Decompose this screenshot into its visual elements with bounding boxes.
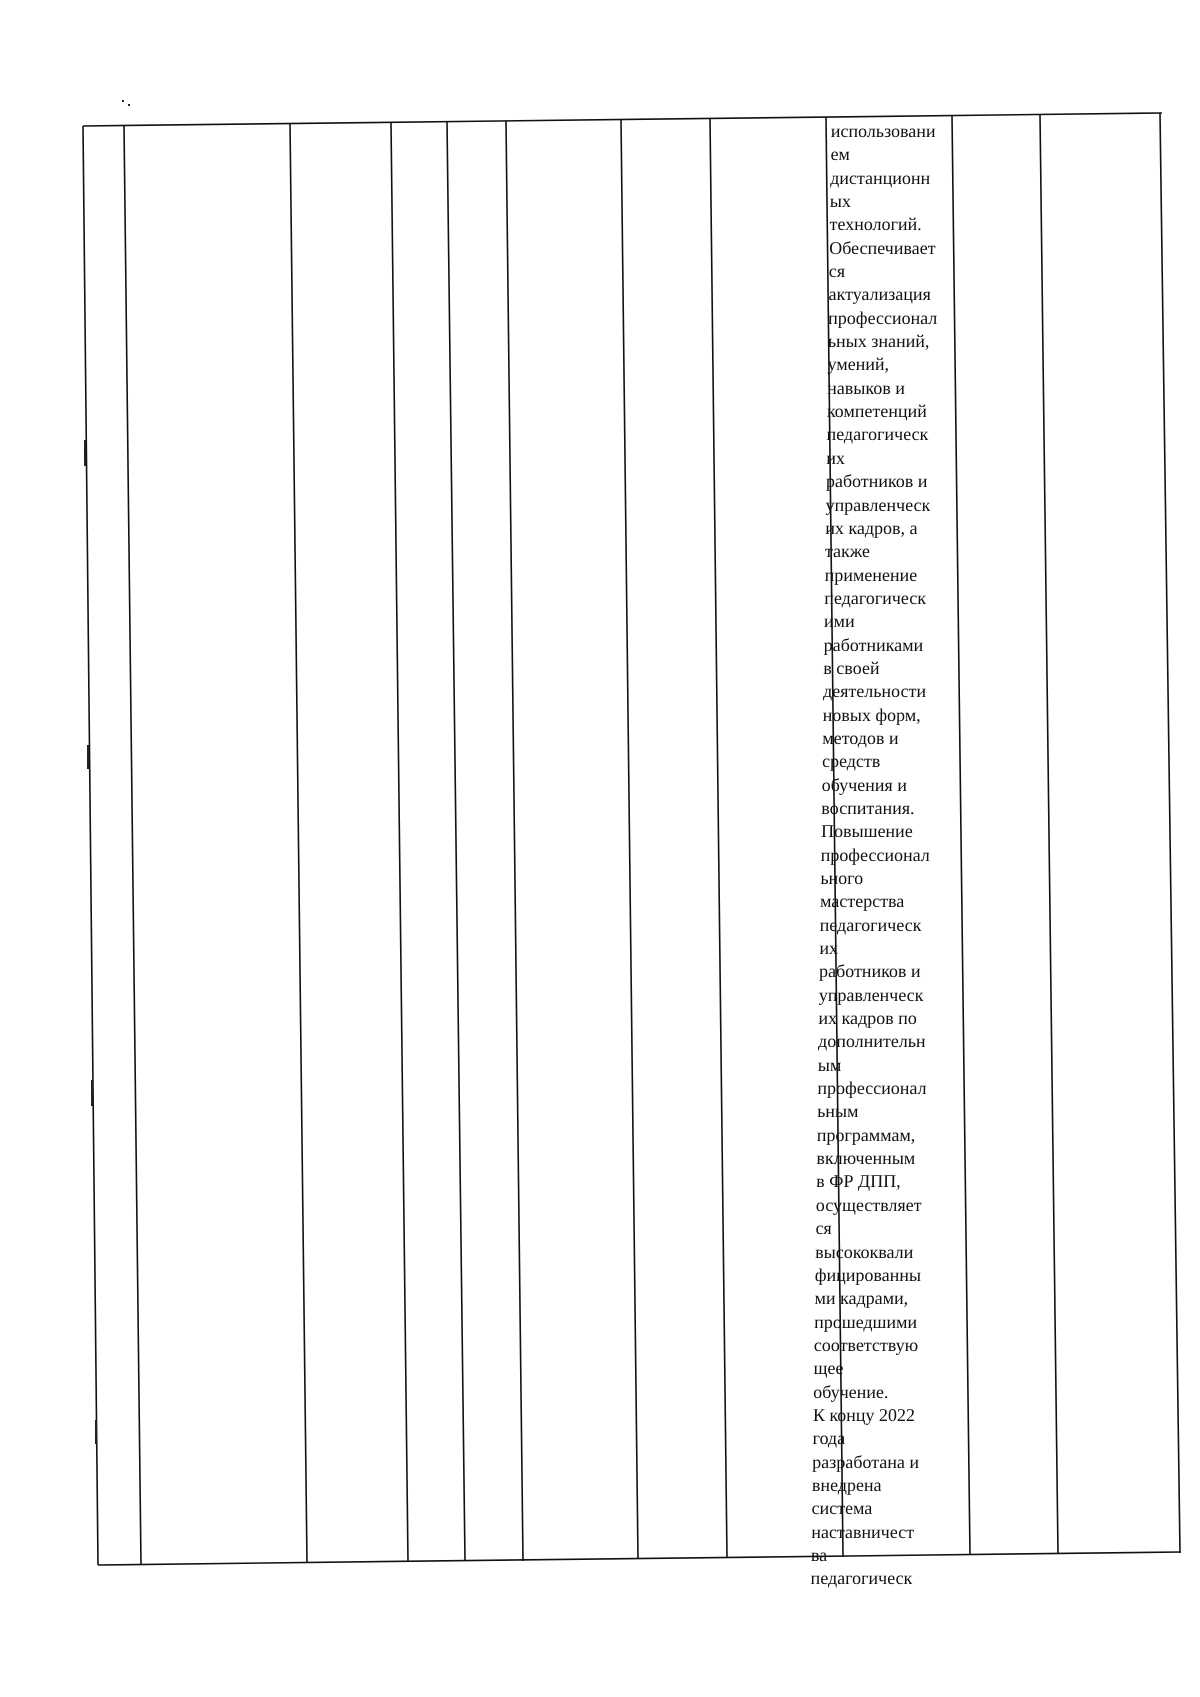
description-line: ых [829,191,852,212]
description-line: навыков и [827,377,906,398]
description-line: внедрена [811,1474,882,1495]
column-border-6 [506,121,523,1561]
scan-artifact [87,745,89,769]
description-line: их [826,447,846,468]
description-line: управленческ [825,494,931,515]
description-line: система [811,1498,873,1519]
description-line: ем [830,144,851,165]
scan-artifact [128,104,130,106]
description-line: использовани [830,121,936,141]
description-line: актуализация [828,284,932,305]
description-line: К концу 2022 [812,1404,916,1425]
column-border-4 [391,122,408,1562]
description-line: средств [821,751,881,772]
description-line: Повышение [820,821,913,842]
description-line: высококвали [815,1241,914,1262]
description-line: также [824,541,871,562]
description-line: щее [813,1358,844,1379]
description-line: педагогическ [810,1568,913,1589]
description-line: наставничест [811,1521,915,1542]
column-border-2 [124,125,141,1565]
description-line: ьных знаний, [827,331,930,352]
description-line: методов и [822,727,899,748]
description-line: разработана и [812,1451,920,1472]
column-border-11 [1040,114,1058,1554]
description-line: мастерства [819,891,905,912]
description-line: педагогическ [824,587,927,608]
description-line: дистанционн [830,167,931,188]
description-line: обучение. [813,1381,889,1402]
description-line: ми кадрами, [814,1288,909,1309]
description-line: профессионал [817,1078,927,1099]
description-line: технологий. [829,214,922,235]
scan-artifact [122,100,124,102]
description-line: ва [810,1544,828,1565]
description-line: ими [823,611,855,632]
description-line: профессионал [820,844,930,865]
description-cell [810,120,971,1591]
table-bottom-border [98,1552,1181,1565]
description-line: года [812,1428,846,1449]
column-border-3 [290,123,307,1563]
description-line: соответствую [813,1334,919,1355]
description-line: их кадров, а [825,517,918,538]
description-line: ьного [820,868,864,888]
description-line: ым [817,1054,842,1075]
scan-artifact [95,1420,97,1444]
description-line: их [819,938,839,959]
description-line: применение [824,564,918,585]
description-line: воспитания. [821,797,915,818]
description-line: дополнительн [817,1031,926,1052]
description-line: педагогическ [826,424,929,445]
description-line: умений, [827,354,890,375]
column-border-7 [621,119,638,1559]
description-line: деятельности [822,681,927,702]
scan-artifact [84,440,86,466]
description-line: новых форм, [822,704,921,725]
description-line: их кадров по [818,1008,917,1029]
scan-artifact [91,1080,93,1106]
description-line: работниками [823,634,924,655]
description-line: Обеспечивает [829,237,936,258]
column-border-1 [83,126,98,1565]
description-line: профессионал [828,307,938,328]
description-line: включенным [816,1148,916,1169]
description-line: педагогическ [819,914,922,935]
description-line: работников и [825,471,928,492]
description-line: осуществляет [815,1194,922,1215]
description-line: обучения и [821,774,908,795]
description-line: в ФР ДПП, [816,1171,901,1192]
description-line: фицированны [814,1264,922,1285]
description-line: управленческ [818,984,924,1005]
description-line: в своей [823,657,880,678]
description-line: компетенций [826,401,927,422]
description-line: работников и [818,961,921,982]
description-line: ьным [817,1101,859,1122]
column-border-8 [710,118,727,1558]
description-line: ся [815,1218,832,1239]
description-line: прошедшими [814,1311,918,1332]
column-border-5 [447,121,465,1561]
column-border-12 [1160,113,1180,1553]
description-line: программам, [816,1124,916,1145]
description-line: ся [828,261,846,282]
table-top-border [83,113,1162,126]
